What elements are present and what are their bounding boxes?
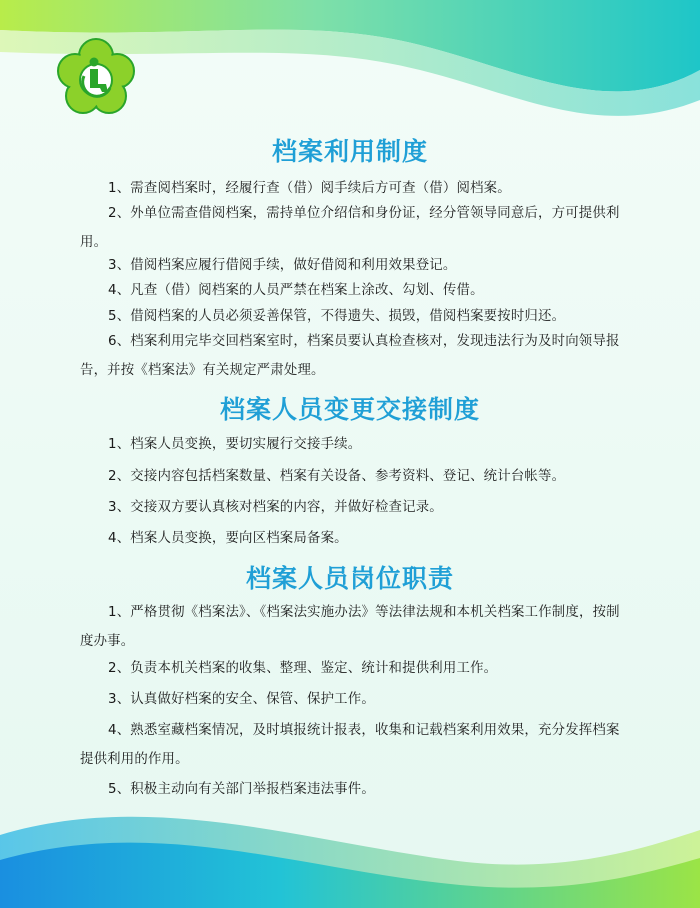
list-item: 1、需查阅档案时，经履行查（借）阅手续后方可查（借）阅档案。	[108, 181, 511, 196]
list-item: 3、借阅档案应履行借阅手续，做好借阅和利用效果登记。	[108, 258, 457, 273]
list-item: 5、借阅档案的人员必须妥善保管，不得遗失、损毁，借阅档案要按时归还。	[108, 309, 566, 324]
list-item: 4、凡查（借）阅档案的人员严禁在档案上涂改、勾划、传借。	[108, 283, 484, 298]
section-title-utilization: 档案利用制度	[271, 137, 428, 166]
list-item: 2、负责本机关档案的收集、整理、鉴定、统计和提供利用工作。	[108, 661, 498, 676]
list-item: 1、严格贯彻《档案法》、《档案法实施办法》等法律法规和本机关档案工作制度，按制度办事。	[80, 605, 620, 649]
section-title-duties: 档案人员岗位职责	[245, 564, 454, 593]
list-item: 6、档案利用完毕交回档案室时，档案员要认真检查核对，发现违法行为及时向领导报告，并按《档案法》有关规定严肃处理。	[80, 334, 620, 378]
list-item: 4、熟悉室藏档案情况，及时填报统计报表，收集和记载档案利用效果，充分发挥档案提供利用的作用。	[80, 723, 620, 767]
list-item: 3、交接双方要认真核对档案的内容，并做好检查记录。	[108, 500, 443, 515]
list-item: 2、交接内容包括档案数量、档案有关设备、参考资料、登记、统计台帐等。	[108, 469, 566, 484]
list-item: 2、外单位需查借阅档案，需持单位介绍信和身份证，经分管领导同意后，方可提供利用。	[80, 206, 620, 250]
section-title-handover: 档案人员变更交接制度	[219, 395, 480, 424]
list-item: 1、档案人员变换，要切实履行交接手续。	[108, 437, 362, 452]
list-item: 5、积极主动向有关部门举报档案违法事件。	[108, 782, 375, 797]
list-item: 3、认真做好档案的安全、保管、保护工作。	[108, 692, 375, 707]
list-item: 4、档案人员变换，要向区档案局备案。	[108, 531, 348, 546]
